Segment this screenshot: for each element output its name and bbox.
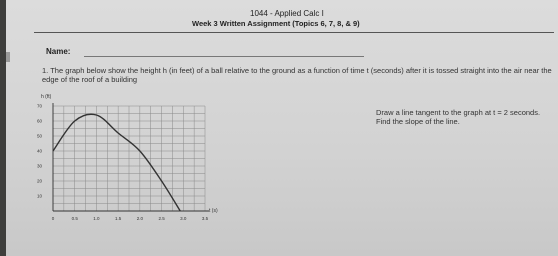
x-tick-label: 2.0 [136,216,143,221]
x-tick-label: 2.5 [158,216,165,221]
height-curve [53,114,180,211]
chart-grid [53,106,205,211]
y-axis-label: h (ft) [41,94,52,100]
x-tick-label: 3.5 [201,216,209,221]
y-tick-label: 20 [36,178,42,184]
problem-text: 1. The graph below show the height h (in feet) of a ball relative to the ground as a function of time t (seconds) after it is tossed straight into the air near the edge of the roof of a building [42,66,552,84]
assignment-title: Week 3 Written Assignment (Topics 6, 7, 8, & 9) [192,19,360,28]
y-tick-label: 40 [36,148,42,154]
x-tick-label: 3.0 [180,216,187,221]
y-tick-label: 10 [36,193,42,199]
name-label: Name: [46,47,71,56]
x-tick-label: 0 [51,216,55,221]
y-tick-label: 30 [36,163,42,169]
y-tick-label: 50 [36,133,42,139]
x-tick-label: 1.5 [115,216,122,221]
problem-instruction: Draw a line tangent to the graph at t = 2 seconds. Find the slope of the line. [376,108,541,126]
x-axis-label: t (s) [209,208,218,214]
x-tick-label: 0.5 [71,216,78,221]
course-title: 1044 - Applied Calc I [250,9,324,18]
x-tick-label: 1.0 [93,216,100,221]
y-tick-label: 70 [36,103,42,109]
y-tick-label: 60 [36,118,42,124]
